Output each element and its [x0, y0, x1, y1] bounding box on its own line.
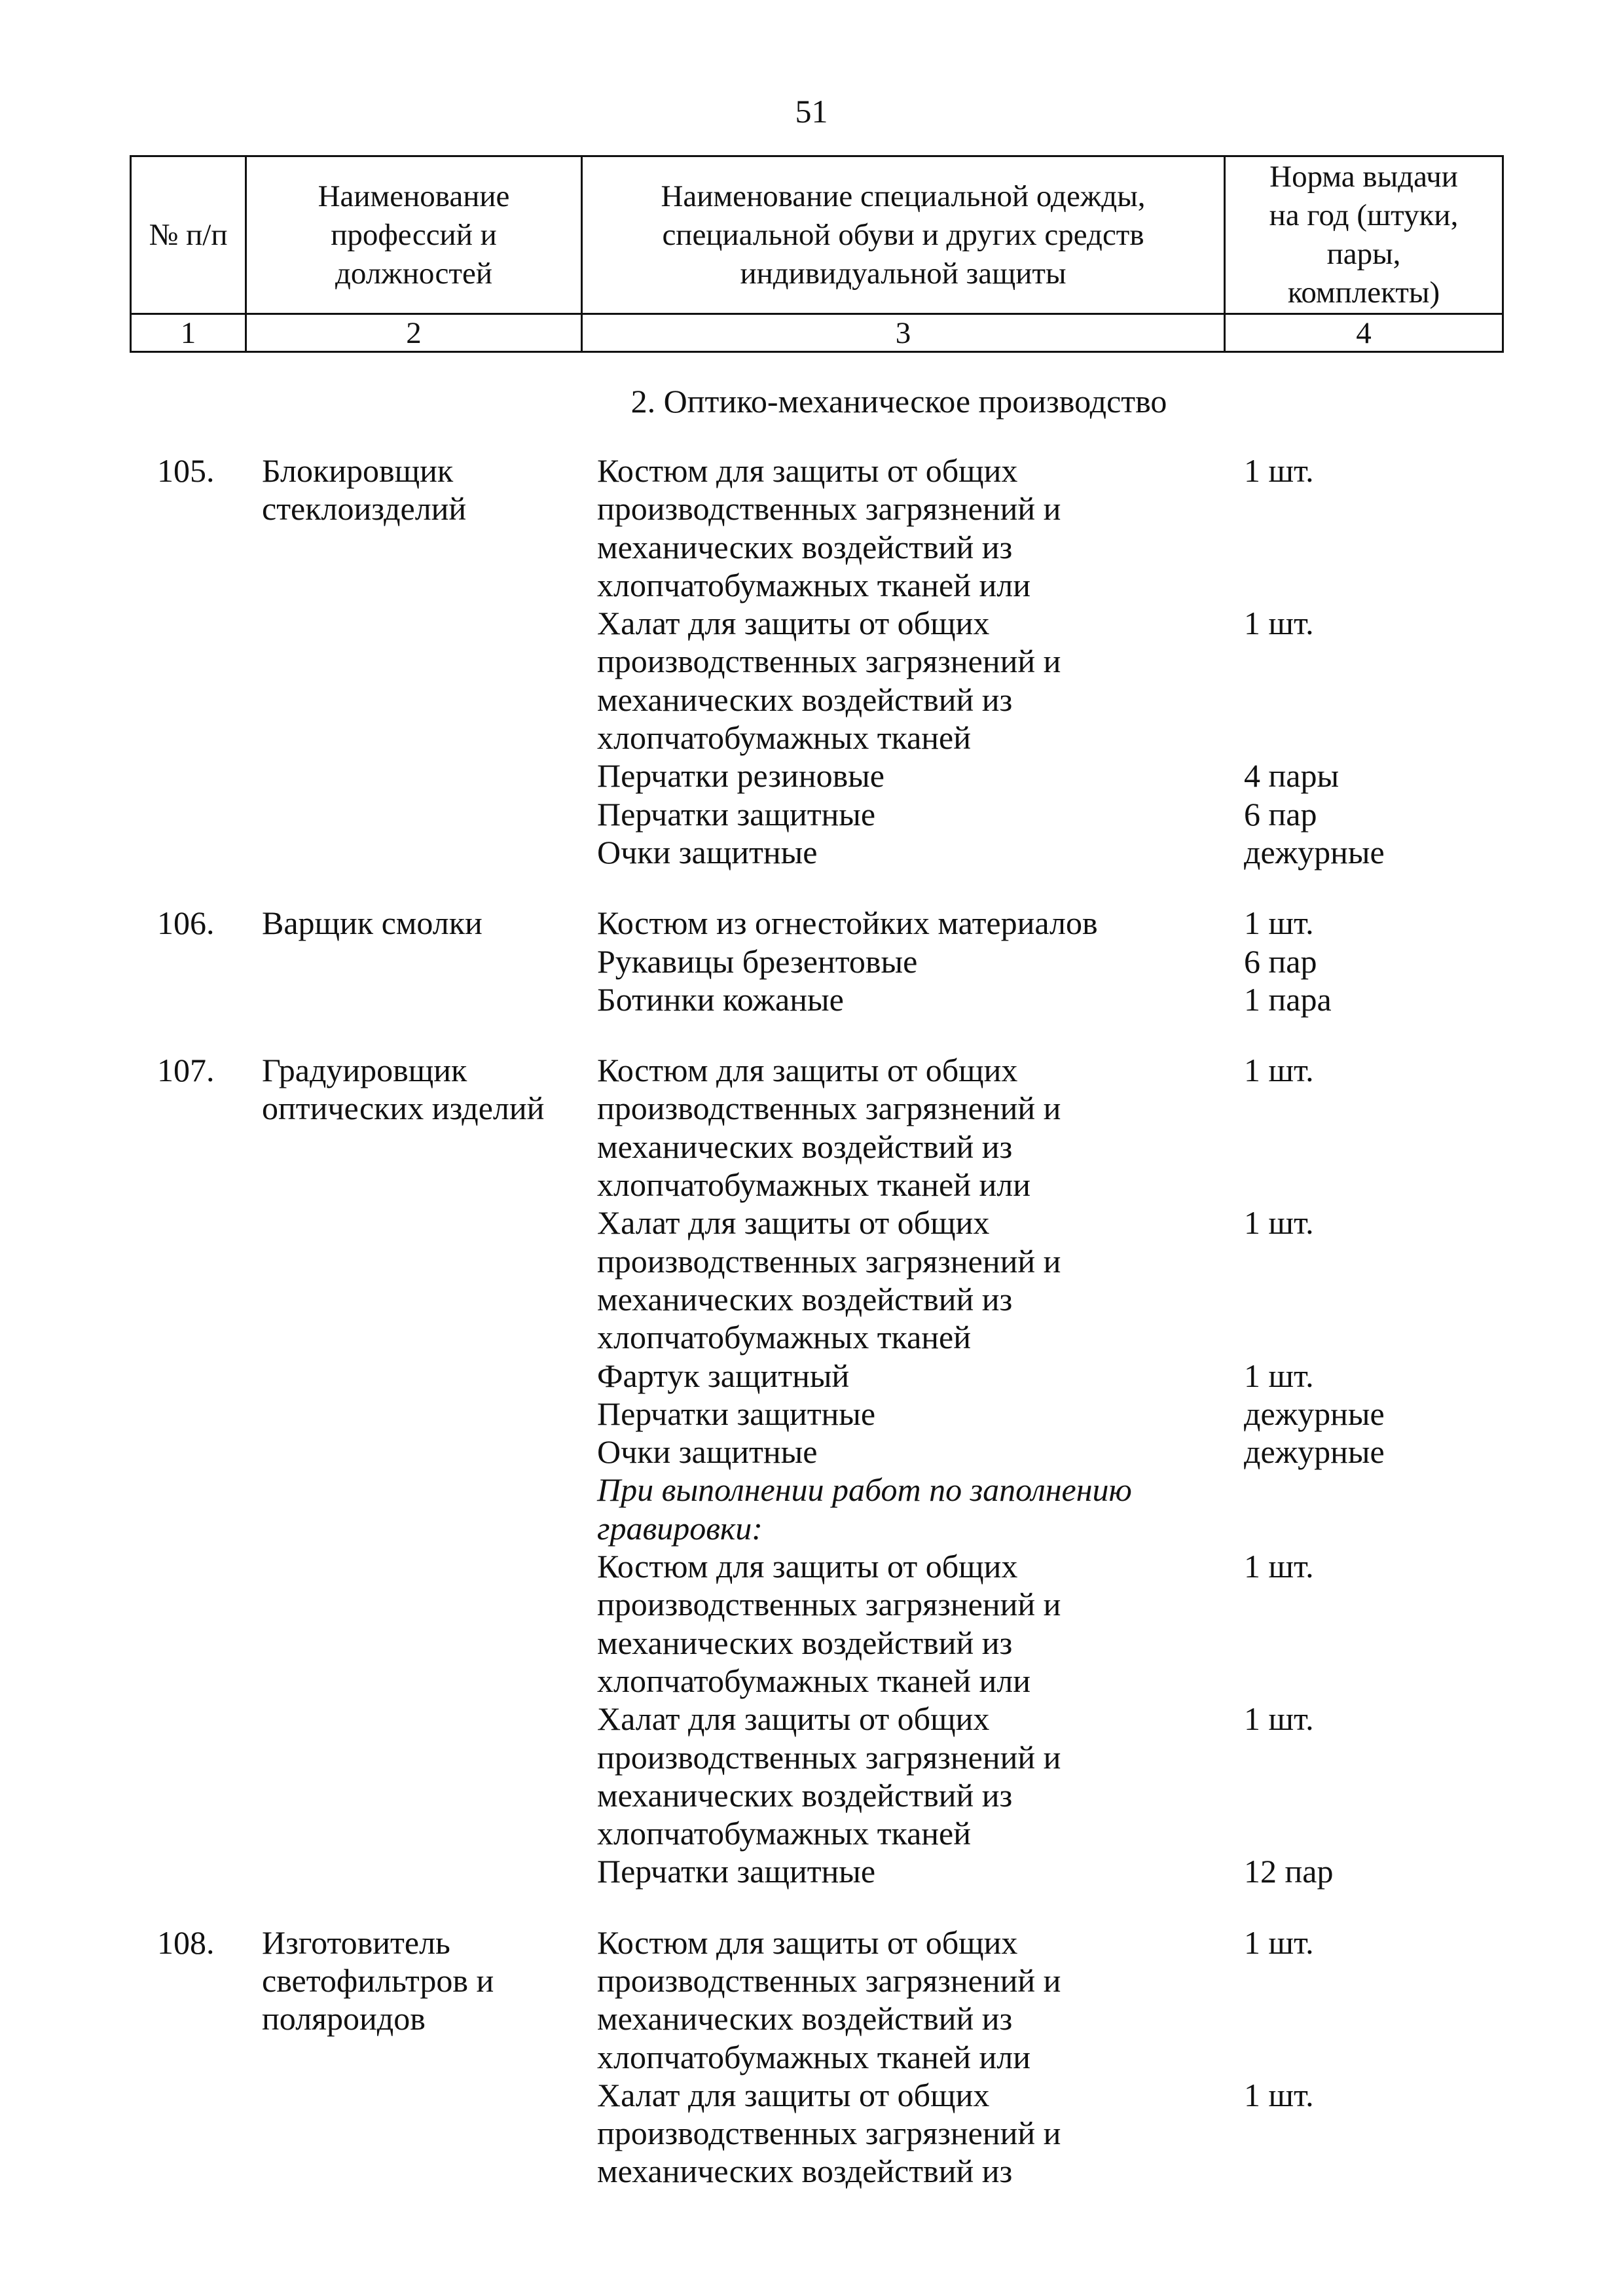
equipment-text: производственных загрязнений и: [597, 1242, 1061, 1280]
equipment-text: хлопчатобумажных тканей или: [597, 566, 1030, 603]
table-row: [0, 1924, 1623, 2191]
equipment-text: Перчатки защитные: [597, 795, 876, 833]
equipment-text: производственных загрязнений и: [597, 1738, 1061, 1776]
equipment-text: механических воздействий из: [597, 1280, 1013, 1318]
profession-line: оптических изделий: [262, 1090, 545, 1127]
row-number: 108.: [157, 1924, 215, 1961]
profession-line: Блокировщик: [262, 452, 454, 489]
equipment-text: Очки защитные: [597, 1433, 818, 1471]
issue-norm: 6 пар: [1244, 942, 1317, 980]
equipment-item: [597, 942, 1579, 980]
equipment-item: [597, 833, 1579, 871]
equipment-text: механических воздействий из: [597, 1624, 1013, 1661]
equipment-text: механических воздействий из: [597, 528, 1013, 565]
issue-norm: 1 шт.: [1244, 1924, 1314, 1961]
equipment-text: Халат для защиты от общих: [597, 1204, 990, 1242]
header-col-number: № п/п: [131, 156, 246, 314]
equipment-item: [597, 1852, 1579, 1890]
header-num-4: 4: [1225, 314, 1503, 352]
equipment-item: [597, 1700, 1579, 1852]
equipment-text: механических воздействий из: [597, 2153, 1013, 2190]
issue-norm: 1 шт.: [1244, 1204, 1314, 1242]
equipment-item: [597, 452, 1579, 604]
profession-line: поляроидов: [262, 2000, 426, 2037]
header-num-3: 3: [582, 314, 1225, 352]
equipment-item: [597, 1051, 1579, 1204]
issue-norm: 1 шт.: [1244, 452, 1314, 489]
equipment-text: хлопчатобумажных тканей: [597, 1815, 971, 1852]
table-row: [0, 904, 1623, 1018]
issue-norm: 1 шт.: [1244, 1548, 1314, 1585]
equipment-text: При выполнении работ по заполнению: [597, 1471, 1132, 1509]
equipment-text: производственных загрязнений и: [597, 1090, 1061, 1127]
header-num-1: 1: [131, 314, 246, 352]
equipment-text: Костюм из огнестойких материалов: [597, 905, 1098, 942]
equipment-text: Костюм для защиты от общих: [597, 1548, 1018, 1585]
equipment-item: [597, 904, 1579, 942]
issue-norm: 4 пары: [1244, 757, 1340, 795]
condition-note: [597, 1471, 1579, 1547]
equipment-item: [597, 1547, 1579, 1700]
equipment-text: Очки защитные: [597, 833, 818, 870]
equipment-text: производственных загрязнений и: [597, 1586, 1061, 1623]
equipment-text: Перчатки резиновые: [597, 757, 884, 795]
issue-norm: 1 пара: [1244, 980, 1332, 1018]
equipment-item: [597, 1204, 1579, 1356]
issue-norm: 12 пар: [1244, 1853, 1334, 1890]
equipment-text: Ботинки кожаные: [597, 980, 844, 1018]
issue-norm: 1 шт.: [1244, 1357, 1314, 1394]
equipment-text: производственных загрязнений и: [597, 2115, 1061, 2152]
row-number: 106.: [157, 905, 215, 942]
header-col-norm: Норма выдачи на год (штуки, пары, комплекты): [1225, 156, 1503, 314]
equipment-text: Фартук защитный: [597, 1357, 850, 1394]
equipment-text: производственных загрязнений и: [597, 490, 1061, 528]
row-number: 107.: [157, 1052, 215, 1089]
equipment-text: производственных загрязнений и: [597, 643, 1061, 680]
equipment-item: [597, 795, 1579, 833]
section-title: 2. Оптико-механическое производство: [630, 383, 1167, 420]
equipment-text: хлопчатобумажных тканей или: [597, 2038, 1030, 2075]
equipment-text: хлопчатобумажных тканей: [597, 719, 971, 757]
equipment-text: механических воздействий из: [597, 1776, 1013, 1814]
equipment-list: [597, 1924, 1579, 2191]
issue-norm: 1 шт.: [1244, 905, 1314, 942]
profession-name: [262, 904, 576, 942]
equipment-item: [597, 1395, 1579, 1433]
equipment-text: Рукавицы брезентовые: [597, 942, 918, 980]
equipment-text: Костюм для защиты от общих: [597, 1924, 1018, 1961]
table-header: [130, 155, 1504, 353]
entries-list: [0, 452, 1623, 2191]
page-number: 51: [795, 93, 828, 130]
equipment-text: хлопчатобумажных тканей или: [597, 1166, 1030, 1204]
issue-norm: 1 шт.: [1244, 1700, 1314, 1738]
equipment-item: [597, 1433, 1579, 1471]
equipment-item: [597, 1924, 1579, 2076]
equipment-list: [597, 904, 1579, 1018]
table-row: [0, 1051, 1623, 1891]
profession-line: светофильтров и: [262, 1962, 494, 1999]
equipment-text: хлопчатобумажных тканей или: [597, 1662, 1030, 1699]
equipment-text: механических воздействий из: [597, 1128, 1013, 1165]
equipment-text: механических воздействий из: [597, 2000, 1013, 2037]
equipment-item: [597, 1357, 1579, 1395]
row-number: 105.: [157, 452, 215, 489]
header-col-profession: Наименование профессий и должностей: [246, 156, 582, 314]
equipment-text: Перчатки защитные: [597, 1853, 876, 1890]
header-num-2: 2: [246, 314, 582, 352]
table-row: [0, 452, 1623, 871]
issue-norm: дежурные: [1244, 833, 1385, 870]
equipment-text: Перчатки защитные: [597, 1395, 876, 1432]
profession-name: [262, 1051, 576, 1128]
profession-name: [262, 1924, 576, 2038]
issue-norm: дежурные: [1244, 1395, 1385, 1432]
equipment-text: Костюм для защиты от общих: [597, 452, 1018, 489]
profession-line: стеклоизделий: [262, 490, 467, 528]
issue-norm: 1 шт.: [1244, 605, 1314, 642]
equipment-text: производственных загрязнений и: [597, 1962, 1061, 1999]
issue-norm: 1 шт.: [1244, 1052, 1314, 1089]
profession-line: Изготовитель: [262, 1924, 450, 1961]
issue-norm: 6 пар: [1244, 795, 1317, 833]
equipment-item: [597, 757, 1579, 795]
equipment-text: хлопчатобумажных тканей: [597, 1319, 971, 1356]
equipment-text: Халат для защиты от общих: [597, 2076, 990, 2113]
equipment-item: [597, 980, 1579, 1018]
equipment-text: гравировки:: [597, 1509, 763, 1547]
equipment-text: механических воздействий из: [597, 681, 1013, 718]
profession-name: [262, 452, 576, 528]
equipment-text: Халат для защиты от общих: [597, 605, 990, 642]
equipment-text: Костюм для защиты от общих: [597, 1052, 1018, 1089]
equipment-list: [597, 1051, 1579, 1891]
equipment-item: [597, 604, 1579, 757]
issue-norm: дежурные: [1244, 1433, 1385, 1471]
profession-line: Варщик смолки: [262, 905, 483, 942]
equipment-item: [597, 2076, 1579, 2191]
equipment-text: Халат для защиты от общих: [597, 1700, 990, 1738]
profession-line: Градуировщик: [262, 1052, 467, 1089]
equipment-list: [597, 452, 1579, 871]
header-col-equipment: Наименование специальной одежды, специальной обуви и других средств индивидуальной защиты: [582, 156, 1225, 314]
issue-norm: 1 шт.: [1244, 2076, 1314, 2113]
